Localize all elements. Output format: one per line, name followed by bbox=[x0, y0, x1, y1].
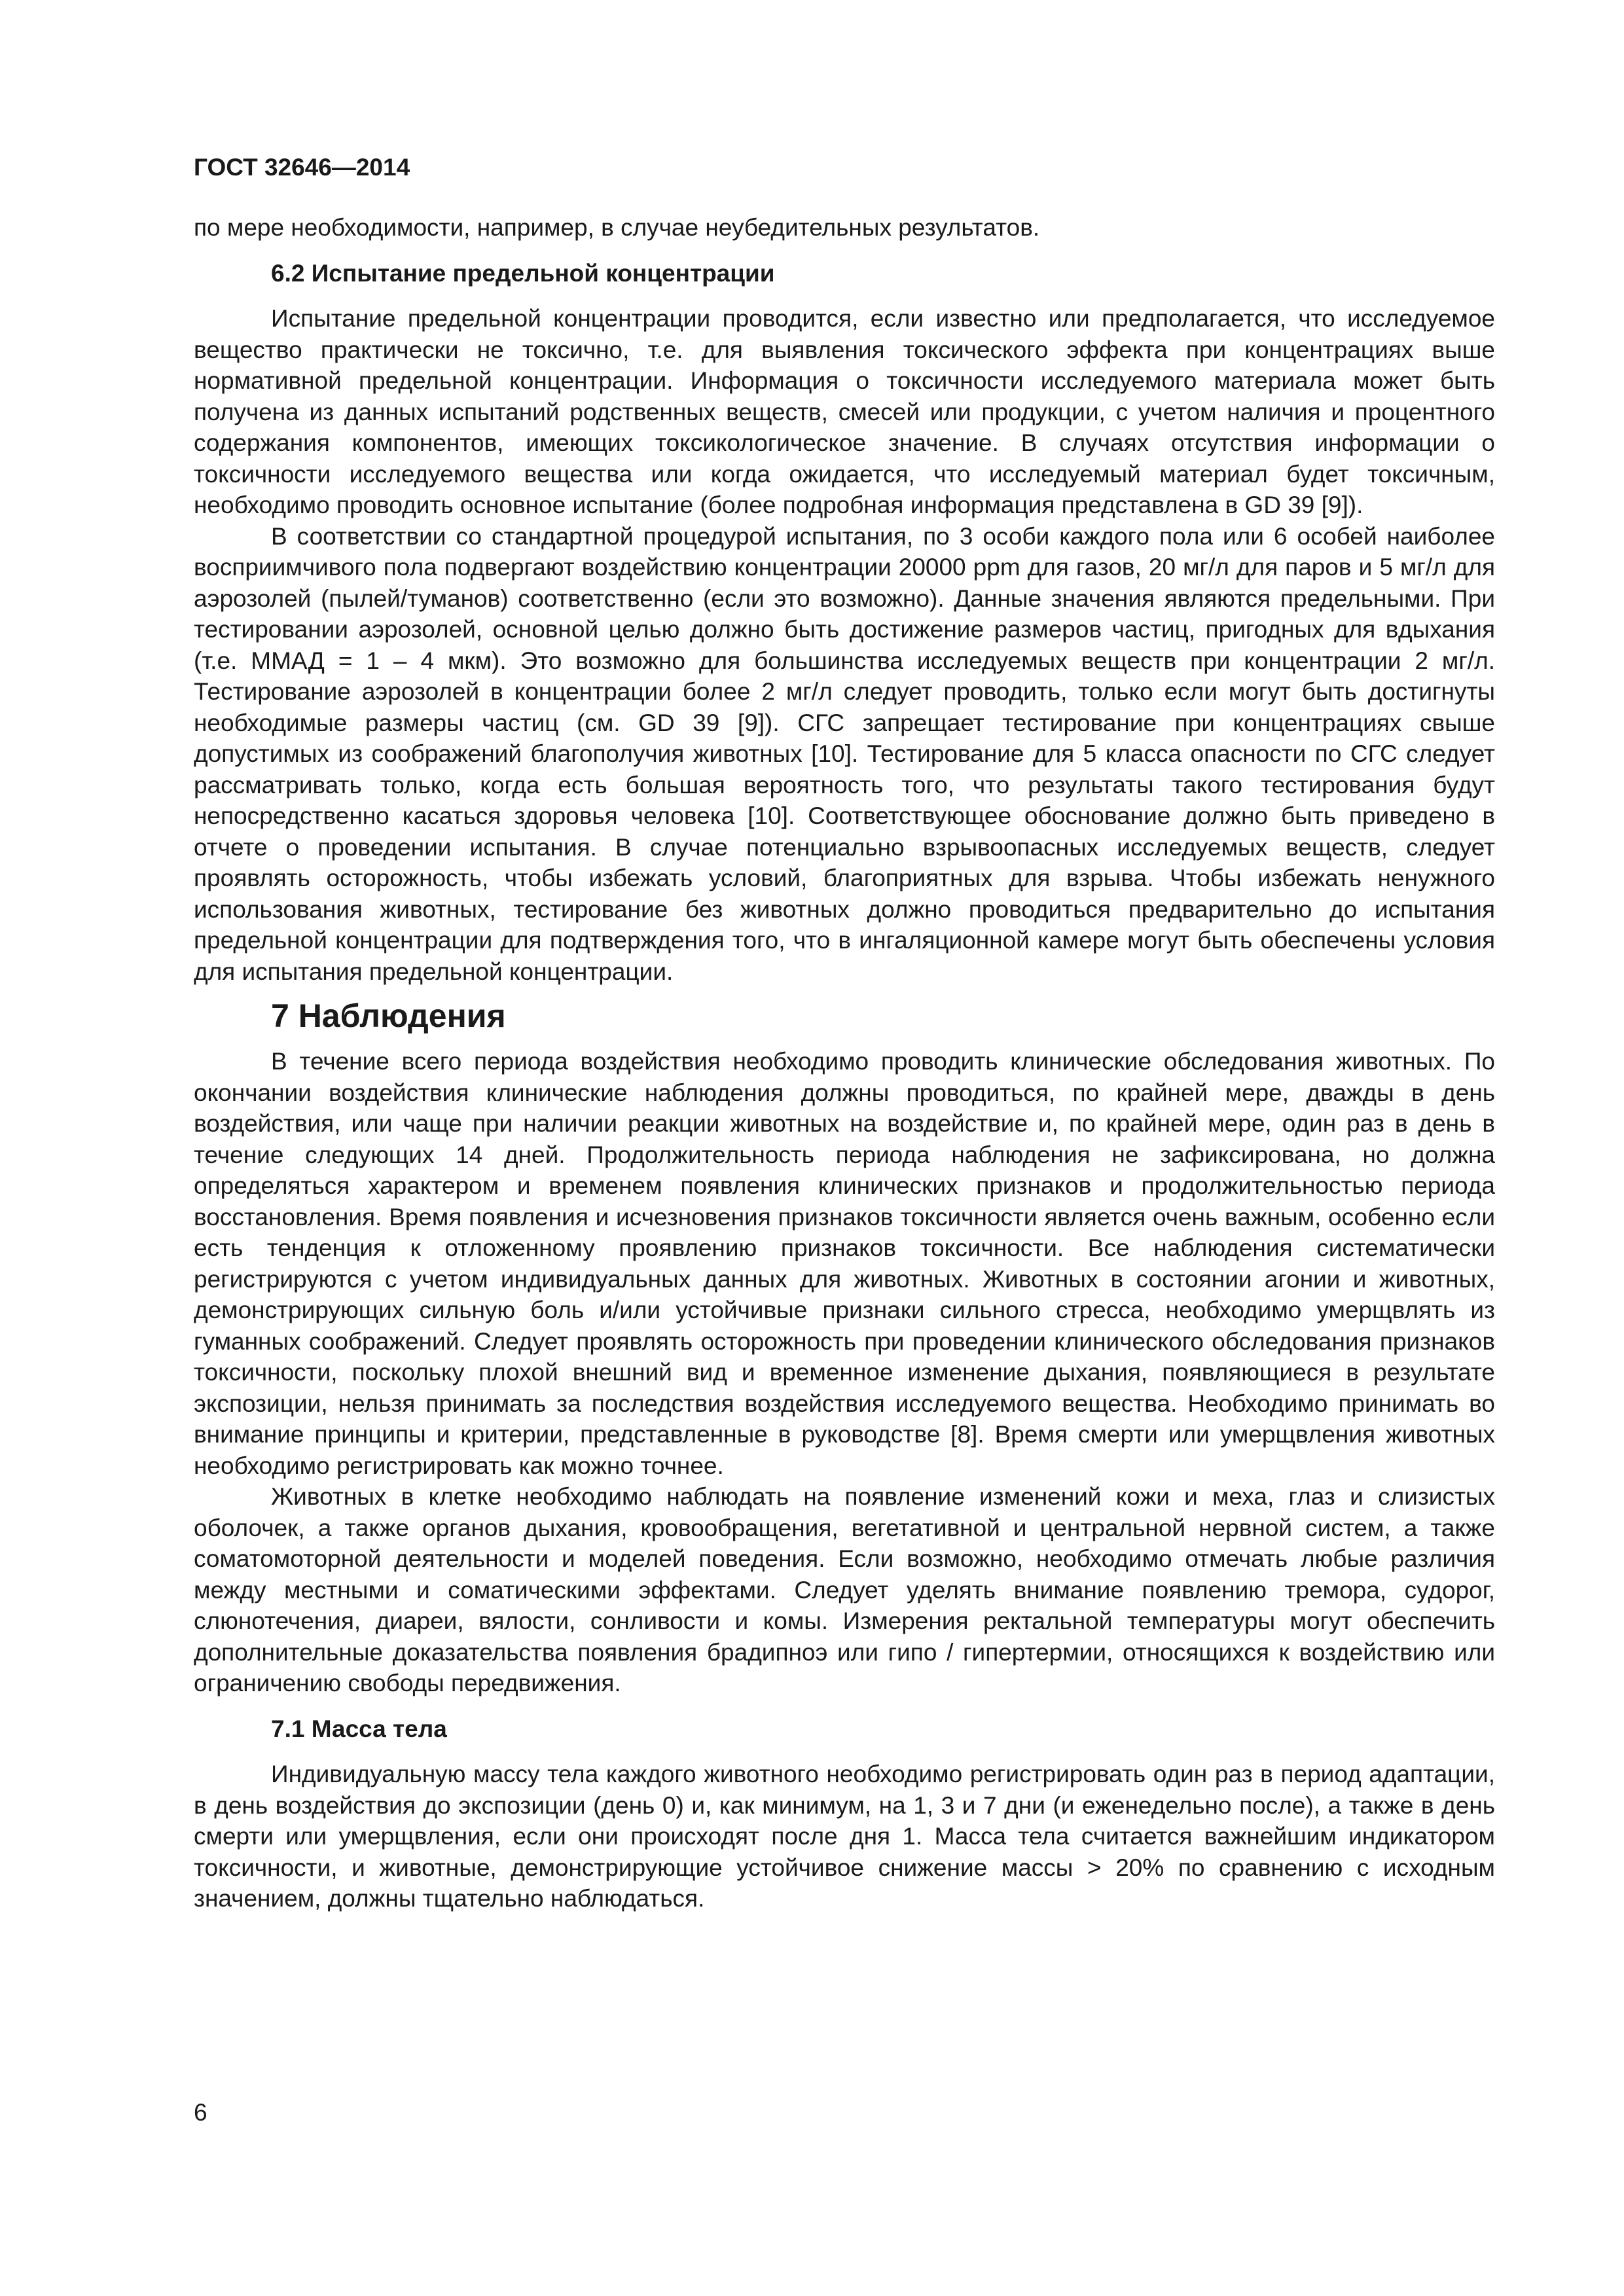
document-page bbox=[194, 152, 1495, 2115]
paragraph-7-1-a: Индивидуальную массу тела каждого животного необходимо регистрировать один раз в период адаптации, в день воздействия до экспозиции (день 0) и, как минимум, на 1, 3 и 7 дни (и еженедельно после), а также в день смерти или умерщвления, если они происходят после дня 1. Масса тела считается важнейшим индикатором токсичности, и животные, демонстрирующие устойчивое снижение массы > 20% по сравнению с исходным значением, должны тщательно наблюдаться. bbox=[194, 1761, 1495, 1912]
paragraph-7-a: В течение всего периода воздействия необходимо проводить клинические обследования животных. По окончании воздействия клинические наблюдения должны проводиться, по крайней мере, дважды в день воздействия, или чаще при наличии реакции животных на воздействие и, по крайней мере, один раз в день в течение следующих 14 дней. Продолжительность периода наблюдения не зафиксирована, но должна определяться характером и временем появления клинических признаков и продолжительностью периода восстановления. Время появления и исчезновения признаков токсичности является очень важным, особенно если есть тенденция к отложенному проявлению признаков токсичности. Все наблюдения систематически регистрируются с учетом индивидуальных данных для животных. Животных в состоянии агонии и животных, демонстрирующих сильную боль и/или устойчивые признаки сильного стресса, необходимо умерщвлять из гуманных соображений. Следует проявлять осторожность при проведении клинического обследования признаков токсичности, поскольку плохой внешний вид и временное изменение дыхания, появляющиеся в результате экспозиции, нельзя принимать за последствия воздействия исследуемого вещества. Необходимо принимать во внимание принципы и критерии, представленные в руководстве [8]. Время смерти или умерщвления животных необходимо регистрировать как можно точнее. bbox=[194, 1048, 1495, 1479]
paragraph-6-2-b: В соответствии со стандартной процедурой испытания, по 3 особи каждого пола или 6 особей наиболее восприимчивого пола подвергают воздействию концентрации 20000 ppm для газов, 20 мг/л для паров и 5 мг/л для аэрозолей (пылей/туманов) соответственно (если это возможно). Данные значения являются предельными. При тестировании аэрозолей, основной целью должно быть достижение размеров частиц, пригодных для вдыхания (т.е. ММАД = 1 – 4 мкм). Это возможно для большинства исследуемых веществ при концентрации 2 мг/л. Тестирование аэрозолей в концентрации более 2 мг/л следует проводить, только если могут быть достигнуты необходимые размеры частиц (см. GD 39 [9]). СГС запрещает тестирование при концентрациях свыше допустимых из соображений благополучия животных [10]. Тестирование для 5 класса опасности по СГС следует рассматривать только, когда есть большая вероятность того, что результаты такого тестирования будут непосредственно касаться здоровья человека [10]. Соответствующее обоснование должно быть приведено в отчете о проведении испытания. В случае потенциально взрывоопасных исследуемых веществ, следует проявлять осторожность, чтобы избежать условий, благоприятных для взрыва. Чтобы избежать ненужного использования животных, тестирование без животных должно проводиться предварительно до испытания предельной концентрации для подтверждения того, что в ингаляционной камере могут быть обеспечены условия для испытания предельной концентрации. bbox=[194, 522, 1495, 985]
paragraph-continuation: по мере необходимости, например, в случае неубедительных результатов. bbox=[194, 214, 1040, 241]
paragraph-6-2-a: Испытание предельной концентрации проводится, если известно или предполагается, что исследуемое вещество практически не токсично, т.е. для выявления токсического эффекта при концентрациях выше нормативной предельной концентрации. Информация о токсичности исследуемого материала может быть получена из данных испытаний родственных веществ, смесей или продукции, с учетом наличия и процентного содержания компонентов, имеющих токсикологическое значение. В случаях отсутствия информации о токсичности исследуемого вещества или когда ожидается, что исследуемый материал будет токсичным, необходимо проводить основное испытание (более подробная информация представлена в GD 39 [9]). bbox=[194, 305, 1495, 518]
paragraph-7-b: Животных в клетке необходимо наблюдать на появление изменений кожи и меха, глаз и слизистых оболочек, а также органов дыхания, кровообращения, вегетативной и центральной нервной систем, а также соматомоторной деятельности и моделей поведения. Если возможно, необходимо отмечать любые различия между местными и соматическими эффектами. Следует уделять внимание появлению тремора, судорог, слюнотечения, диареи, вялости, сонливости и комы. Измерения ректальной температуры могут обеспечить дополнительные доказательства появления брадипноэ или гипо / гипертермии, относящихся к воздействию или ограничению свободы передвижения. bbox=[194, 1483, 1495, 1696]
section-7-1-heading: 7.1 Масса тела bbox=[271, 1715, 447, 1742]
section-6-2-heading: 6.2 Испытание предельной концентрации bbox=[271, 259, 775, 287]
standard-header: ГОСТ 32646—2014 bbox=[194, 154, 410, 181]
section-7-heading: 7 Наблюдения bbox=[271, 997, 506, 1034]
page-number: 6 bbox=[194, 2099, 208, 2126]
